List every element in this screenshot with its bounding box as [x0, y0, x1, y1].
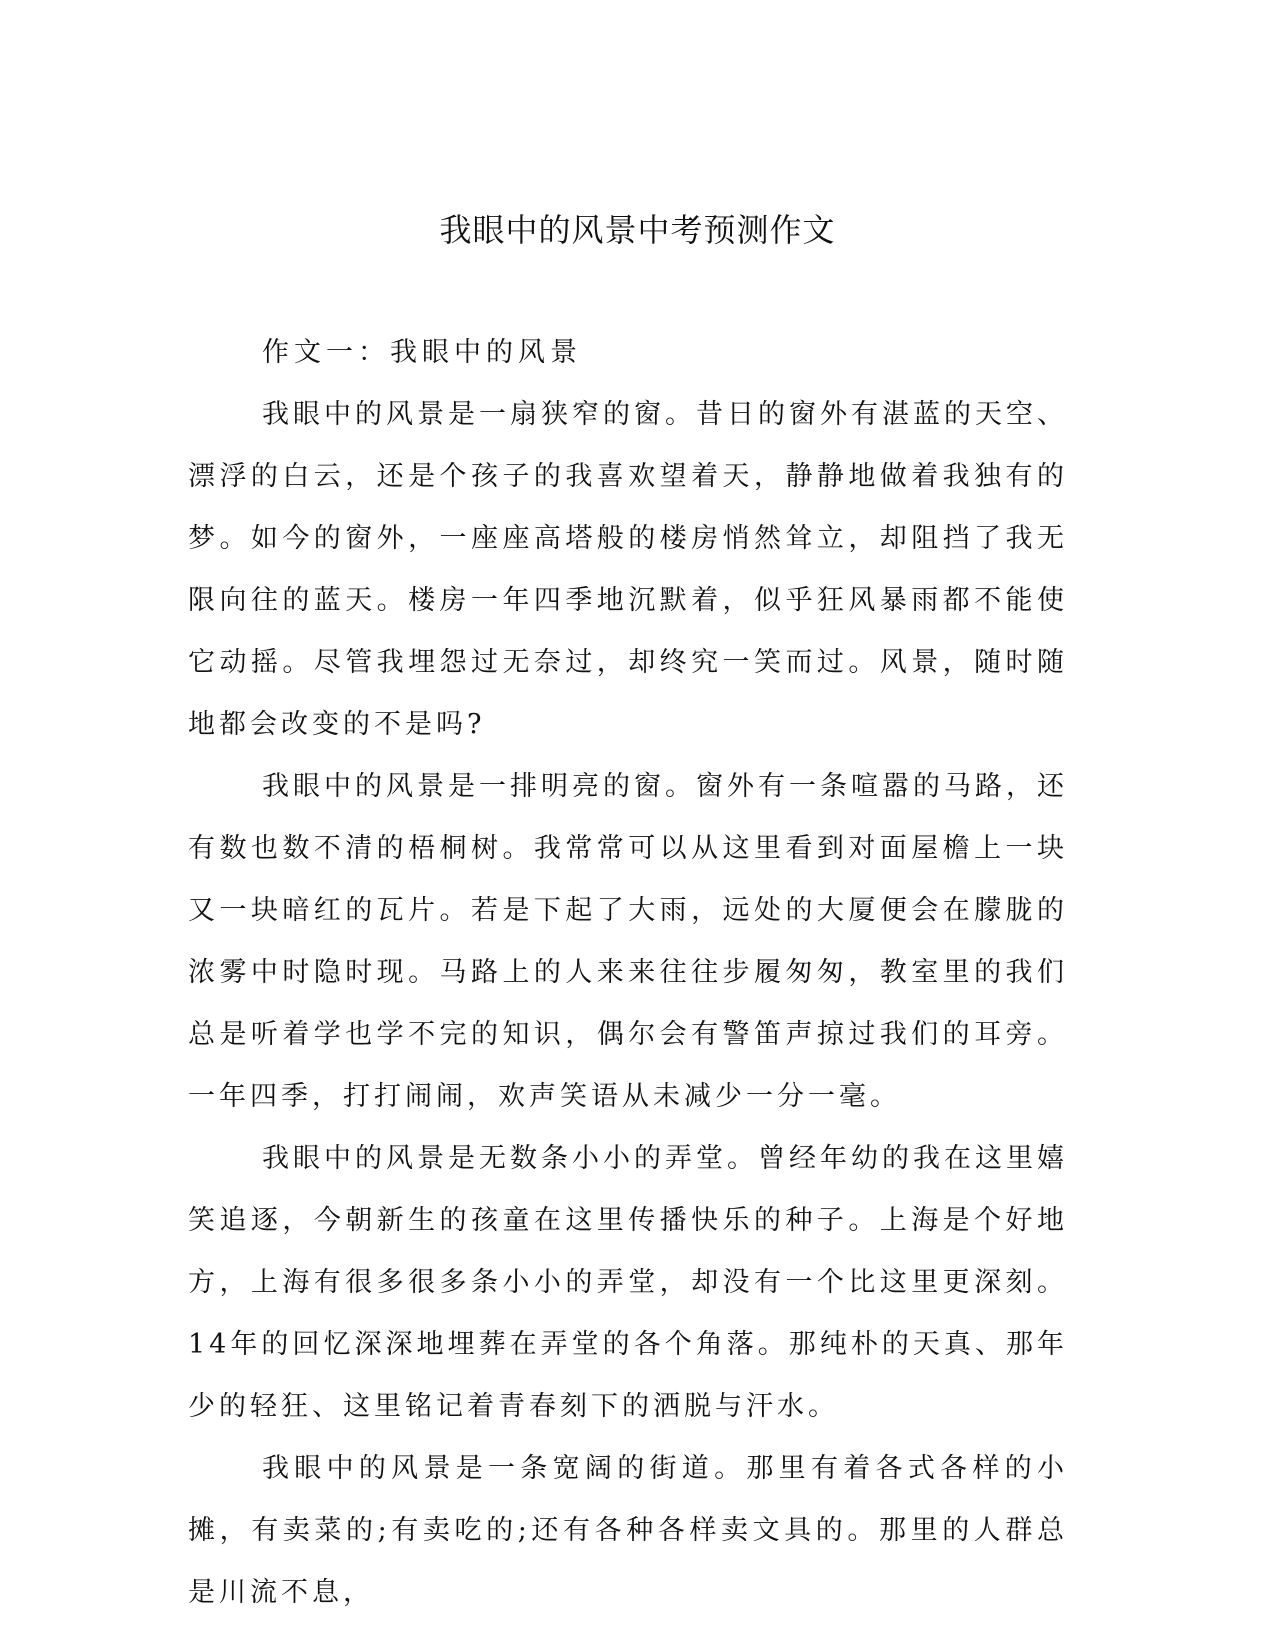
paragraph-3: 我眼中的风景是无数条小小的弄堂。曾经年幼的我在这里嬉笑追逐，今朝新生的孩童在这里传播快乐的种子。上海是个好地方，上海有很多很多条小小的弄堂，却没有一个比这里更深刻。14年的回忆深深地埋葬在弄堂的各个角落。那纯朴的天真、那年少的轻狂、这里铭记着青春刻下的洒脱与汗水。 — [188, 1143, 1068, 1422]
essay-subheading: 作文一：我眼中的风景 — [262, 337, 582, 368]
paragraph-1: 我眼中的风景是一扇狭窄的窗。昔日的窗外有湛蓝的天空、漂浮的白云，还是个孩子的我喜欢望着天，静静地做着我独有的梦。如今的窗外，一座座高塔般的楼房悄然耸立，却阻挡了我无限向往的蓝天。楼房一年四季地沉默着，似乎狂风暴雨都不能使它动摇。尽管我埋怨过无奈过，却终究一笑而过。风景，随时随地都会改变的不是吗? — [188, 399, 1068, 740]
paragraph-2: 我眼中的风景是一排明亮的窗。窗外有一条喧嚣的马路，还有数也数不清的梧桐树。我常常可以从这里看到对面屋檐上一块又一块暗红的瓦片。若是下起了大雨，远处的大厦便会在朦胧的浓雾中时隐时现。马路上的人来来往往步履匆匆，教室里的我们总是听着学也学不完的知识，偶尔会有警笛声掠过我们的耳旁。一年四季，打打闹闹，欢声笑语从未减少一分一毫。 — [188, 771, 1068, 1112]
paragraph-4: 我眼中的风景是一条宽阔的街道。那里有着各式各样的小摊，有卖菜的;有卖吃的;还有各种各样卖文具的。那里的人群总是川流不息， — [188, 1453, 1068, 1608]
document-title: 我眼中的风景中考预测作文 — [439, 211, 836, 249]
document-body — [188, 322, 1068, 1624]
